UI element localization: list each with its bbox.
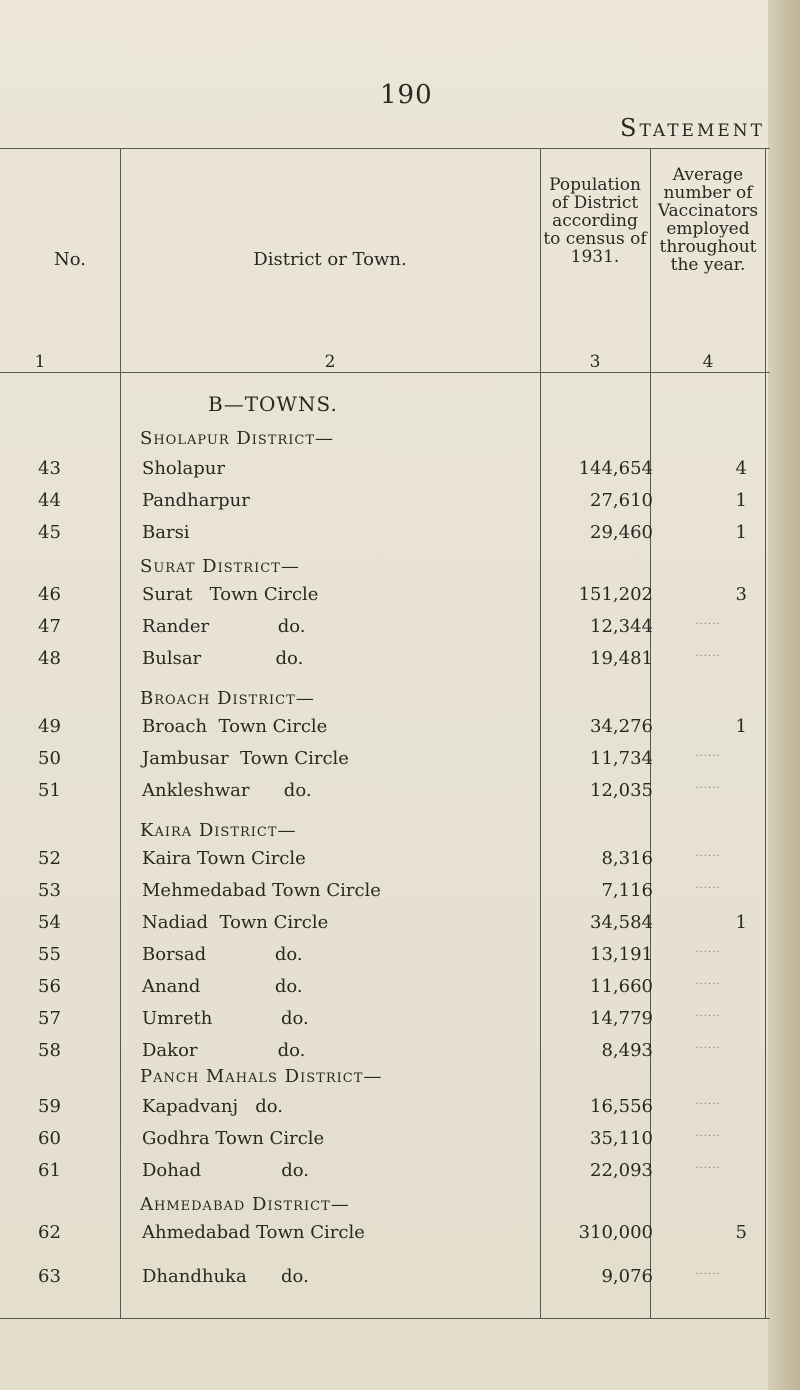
population-value: 11,660 [590,976,653,997]
row-number: 57 [38,1008,61,1029]
population-value: 8,316 [601,848,653,869]
town-name: Broach Town Circle [142,716,328,737]
row-number: 43 [38,458,61,479]
population-value: 13,191 [590,944,653,965]
population-value: 9,076 [601,1266,653,1287]
town-name: Mehmedabad Town Circle [142,880,381,901]
column-header-population: Population of District according to census of 1931. [543,175,647,267]
row-number: 51 [38,780,61,801]
district-heading-ahmedabad: Ahmedabad District— [140,1194,350,1215]
table-row [0,716,770,746]
row-number: 54 [38,912,61,933]
table-row [0,648,770,678]
row-number: 47 [38,616,61,637]
row-number: 48 [38,648,61,669]
population-value: 151,202 [578,584,653,605]
town-name: Anand do. [142,976,303,997]
population-value: 27,610 [590,490,653,511]
town-name: Dhandhuka do. [142,1266,309,1287]
section-title: B—TOWNS. [208,392,338,416]
table-top-rule [0,148,770,149]
column-number: 4 [702,352,714,372]
table-row [0,780,770,810]
row-number: 60 [38,1128,61,1149]
population-value: 310,000 [578,1222,653,1243]
district-heading-surat: Surat District— [140,556,300,577]
table-row [0,584,770,614]
row-number: 44 [38,490,61,511]
table-row [0,912,770,942]
population-value: 11,734 [590,748,653,769]
table-row [0,616,770,646]
vaccinators-value: ...... [695,1160,721,1171]
vaccinators-value: ...... [695,748,721,759]
table-row [0,848,770,878]
district-heading-kaira: Kaira District— [140,820,297,841]
town-name: Barsi [142,522,190,543]
vaccinators-value: ...... [695,1040,721,1051]
table-row [0,944,770,974]
table-row [0,1040,770,1070]
population-value: 29,460 [590,522,653,543]
population-value: 22,093 [590,1160,653,1181]
table-row [0,976,770,1006]
vaccinators-value: ...... [695,1128,721,1139]
row-number: 62 [38,1222,61,1243]
town-name: Bulsar do. [142,648,304,669]
vaccinators-value: 1 [735,912,747,933]
header-bottom-rule [0,372,770,373]
vaccinators-value: ...... [695,1008,721,1019]
column-number: 3 [589,352,601,372]
row-number: 49 [38,716,61,737]
row-number: 52 [38,848,61,869]
vaccinators-value: 3 [735,584,747,605]
table-row [0,1128,770,1158]
population-value: 12,035 [590,780,653,801]
vaccinators-value: ...... [695,944,721,955]
row-number: 53 [38,880,61,901]
row-number: 59 [38,1096,61,1117]
town-name: Kaira Town Circle [142,848,306,869]
row-number: 50 [38,748,61,769]
town-name: Dakor do. [142,1040,306,1061]
vaccinators-value: ...... [695,1096,721,1107]
vaccinators-value: 1 [735,490,747,511]
table-row [0,880,770,910]
population-value: 34,584 [590,912,653,933]
column-header-district: District or Town. [253,249,407,270]
population-value: 144,654 [578,458,653,479]
town-name: Ahmedabad Town Circle [142,1222,365,1243]
population-value: 7,116 [601,880,653,901]
table-row [0,1266,770,1296]
vaccinators-value: ...... [695,780,721,791]
town-name: Surat Town Circle [142,584,319,605]
population-value: 16,556 [590,1096,653,1117]
vaccinators-value: ...... [695,880,721,891]
column-header-no: No. [54,249,86,270]
table-row [0,1160,770,1190]
vaccinators-value: ...... [695,1266,721,1277]
population-value: 19,481 [590,648,653,669]
row-number: 58 [38,1040,61,1061]
table-bottom-rule [0,1318,770,1319]
table-row [0,1096,770,1126]
town-name: Borsad do. [142,944,303,965]
column-number: 1 [34,352,46,372]
statement-heading: Statement [620,114,765,142]
table-row [0,1008,770,1038]
table-row [0,458,770,488]
table-row [0,522,770,552]
town-name: Jambusar Town Circle [142,748,349,769]
vaccinators-value: 1 [735,522,747,543]
district-heading-panch-mahals: Panch Mahals District— [140,1066,383,1087]
population-value: 34,276 [590,716,653,737]
town-name: Nadiad Town Circle [142,912,329,933]
district-heading-sholapur: Sholapur District— [140,428,335,449]
population-value: 35,110 [590,1128,653,1149]
vaccinators-value: 4 [735,458,747,479]
page-edge [768,0,800,1390]
town-name: Dohad do. [142,1160,309,1181]
row-number: 45 [38,522,61,543]
vaccinators-value: ...... [695,976,721,987]
vaccinators-value: 1 [735,716,747,737]
town-name: Sholapur [142,458,225,479]
population-value: 12,344 [590,616,653,637]
population-value: 8,493 [601,1040,653,1061]
table-row [0,1222,770,1252]
page-number: 190 [380,80,433,110]
column-number: 2 [324,352,336,372]
town-name: Ankleshwar do. [142,780,312,801]
row-number: 63 [38,1266,61,1287]
town-name: Pandharpur [142,490,250,511]
row-number: 46 [38,584,61,605]
column-header-vaccinators: Average number of Vaccinators employed throughout the year. [657,165,759,275]
row-number: 61 [38,1160,61,1181]
town-name: Rander do. [142,616,306,637]
town-name: Umreth do. [142,1008,309,1029]
vaccinators-value: 5 [735,1222,747,1243]
vaccinators-value: ...... [695,616,721,627]
row-number: 56 [38,976,61,997]
table-row [0,490,770,520]
town-name: Kapadvanj do. [142,1096,283,1117]
vaccinators-value: ...... [695,848,721,859]
table-row [0,748,770,778]
district-heading-broach: Broach District— [140,688,315,709]
vaccinators-value: ...... [695,648,721,659]
row-number: 55 [38,944,61,965]
population-value: 14,779 [590,1008,653,1029]
town-name: Godhra Town Circle [142,1128,325,1149]
